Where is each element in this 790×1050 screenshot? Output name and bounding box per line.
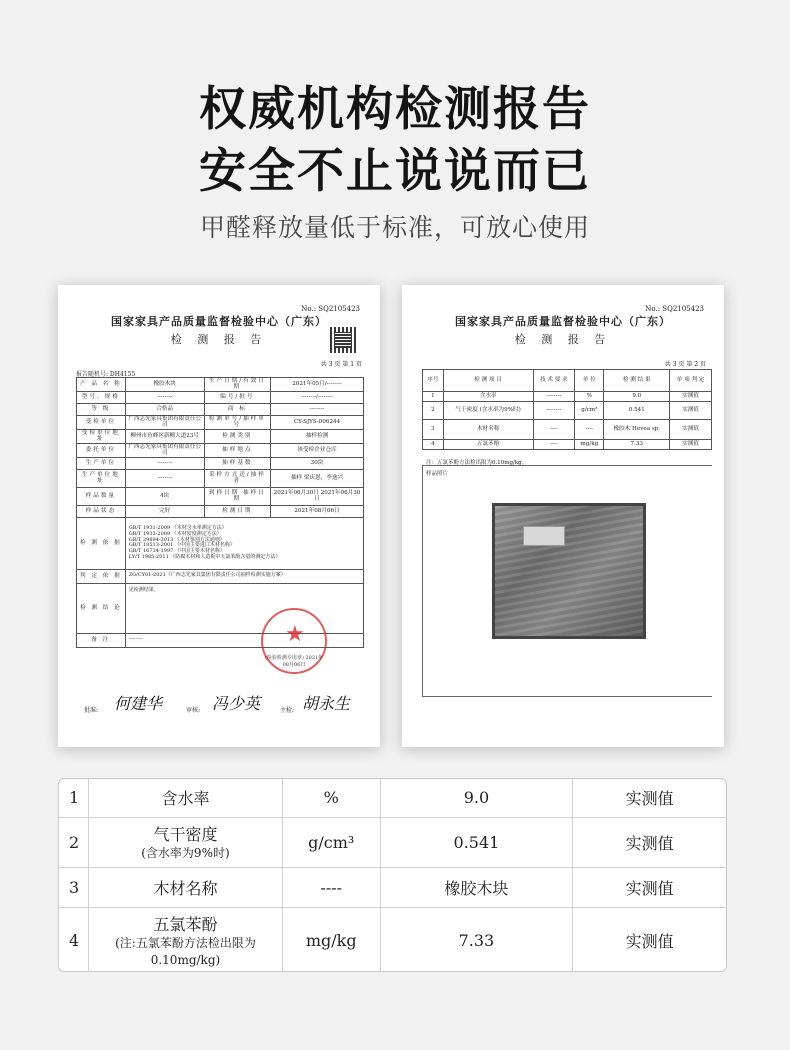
item-name: 木材名称: [153, 878, 218, 898]
basis-row: [77, 517, 364, 569]
result-row: [59, 779, 726, 817]
info-value: --------: [125, 457, 204, 469]
info-value: 抽样检测: [271, 429, 364, 443]
item-note: (注:五氯苯酚方法检出限为0.10mg/kg): [115, 935, 256, 967]
report-org: 国家家具产品质量监督检验中心（广东）: [455, 315, 671, 328]
seal-star-icon: ★: [285, 622, 305, 647]
info-value: 广西志光家具集团有限责任公司: [125, 415, 204, 429]
result-cell: --------: [533, 392, 575, 402]
result-cell: ----: [533, 420, 575, 440]
result-cell: 实测值: [670, 392, 712, 402]
result-row: [423, 420, 712, 440]
item-cell: [89, 817, 283, 867]
result-cell: ----: [575, 420, 604, 440]
info-label: 受检单位地址: [77, 429, 126, 443]
info-label: 产 品 名 称: [77, 378, 126, 392]
unit-cell: %: [282, 779, 380, 817]
column-header: 检 测 结 果: [604, 370, 670, 392]
basis-item: GB/T 1931-2009 《木材含水率测定方法》: [128, 525, 227, 532]
info-row: [77, 469, 364, 487]
info-value: 广西志光家具集团有限责任公司: [125, 443, 204, 457]
info-label: 生产单位地址: [77, 469, 126, 487]
unit-cell: ----: [282, 867, 380, 907]
result-cell: 五氯苯酚: [443, 440, 533, 450]
judgement-cell: 实测值: [573, 817, 726, 867]
info-label: 检测日期: [204, 505, 270, 517]
approve-signature: 何建华: [114, 694, 163, 713]
seal-text: (检验检测专用章) 2021年08月06日: [264, 655, 324, 668]
basis-item: GB/T 18513-2001 《中国主要进口木材名称》: [128, 542, 235, 549]
basis-item: GB/T 16734-1997 《中国主要木材名称》: [128, 548, 225, 555]
info-value: CY-SJYS-006244: [271, 415, 364, 429]
report-page-1: [58, 285, 380, 747]
column-header: 检 测 项 目: [443, 370, 533, 392]
info-label: 编号/批号: [204, 391, 270, 403]
report-title: 检 测 报 告: [514, 333, 612, 346]
info-value: 完好: [125, 505, 204, 517]
info-value: 抽样 梁庆恩，李逸兴: [271, 469, 364, 487]
row-number: 3: [59, 867, 89, 907]
qr-code: [330, 327, 356, 353]
basis-label: 检 测 依 据: [77, 517, 126, 569]
conclusion-label: 检 测 结 论: [77, 583, 126, 633]
judgement-cell: 实测值: [573, 779, 726, 817]
judgement-cell: 实测值: [573, 867, 726, 907]
conclusion-value: 见检测结果。: [125, 583, 363, 633]
result-cell: g/cm³: [575, 402, 604, 420]
value-cell: 9.0: [380, 779, 573, 817]
result-cell: 气干密度 (含水率为9%时): [443, 402, 533, 420]
info-value: 合格品: [125, 403, 204, 415]
info-label: 商 标: [204, 403, 270, 415]
page-indicator: 共 3 页 第 2 页: [664, 361, 706, 368]
unit-cell: g/cm³: [282, 817, 380, 867]
info-value: 2021年05月/--------: [271, 378, 364, 392]
unit-cell: mg/kg: [282, 907, 380, 972]
headline-1: 权威机构检测报告: [199, 82, 591, 137]
info-label: 到样日期 抽样日期: [204, 487, 270, 505]
info-value: 2021年06月30日 2021年06月30日: [271, 487, 364, 505]
info-value: 柳州市鱼峰区新柳大道23号: [125, 429, 204, 443]
header-row: [423, 370, 712, 392]
info-value: 橡胶木块: [125, 378, 204, 392]
judge-row: [77, 569, 364, 583]
result-cell: 实测值: [670, 420, 712, 440]
info-label: 型号、规格: [77, 391, 126, 403]
judgement-cell: 实测值: [573, 907, 726, 972]
results-table-small: [422, 369, 712, 450]
value-cell: 0.541: [380, 817, 573, 867]
info-value: 4块: [125, 487, 204, 505]
row-number: 2: [59, 817, 89, 867]
info-row: [77, 429, 364, 443]
subtitle: 甲醛释放量低于标准，可放心使用: [199, 213, 590, 242]
item-name: 气干密度: [153, 825, 218, 845]
info-value: --------: [271, 403, 364, 415]
column-header: 单 项 判 定: [670, 370, 712, 392]
info-row: [77, 487, 364, 505]
basis-item: GB/T 1933-2009 《木材密度测定方法》: [128, 530, 222, 537]
info-value: 2021年08月06日: [271, 505, 364, 517]
result-cell: 实测值: [670, 402, 712, 420]
review-signature: 冯少英: [212, 694, 261, 713]
value-cell: 7.33: [380, 907, 573, 972]
result-cell: 3: [423, 420, 444, 440]
random-number: 报告随机号: DH4155: [76, 371, 136, 378]
result-cell: 2: [423, 402, 444, 420]
result-cell: 0.541: [604, 402, 670, 420]
info-value: 该受检企业仓库: [271, 443, 364, 457]
info-label: 受检单位: [77, 415, 126, 429]
info-label: 检测类别: [204, 429, 270, 443]
result-row: [423, 402, 712, 420]
info-label: 样品状态: [77, 505, 126, 517]
result-cell: 含水率: [443, 392, 533, 402]
row-number: 1: [59, 779, 89, 817]
row-number: 4: [59, 907, 89, 972]
page-indicator: 共 3 页 第 1 页: [320, 361, 362, 368]
info-label: 委托单位: [77, 443, 126, 457]
info-row: [77, 505, 364, 517]
basis-list: [125, 517, 363, 569]
item-cell: [89, 779, 283, 817]
basis-item: GB/T 29894-2013 《木材鉴别方法通则》: [128, 536, 225, 543]
result-cell: 实测值: [670, 440, 712, 450]
item-name: 五氯苯酚: [153, 914, 218, 934]
result-cell: ----: [533, 440, 575, 450]
info-label: 检测单号/抽样单号: [204, 415, 270, 429]
detection-note: 注：五氯苯酚方法检出限为0.10mg/kg。: [426, 460, 528, 466]
info-label: 生产日期/有效日期: [204, 378, 270, 392]
info-label: 采样方式送/抽样者: [204, 469, 270, 487]
result-row: [423, 392, 712, 402]
info-label: 生产单位: [77, 457, 126, 469]
result-cell: 1: [423, 392, 444, 402]
item-note: (含水率为9%时): [141, 846, 230, 861]
info-label: 抽样地点: [204, 443, 270, 457]
report-number: No.: SQ2105423: [645, 305, 704, 313]
info-row: [77, 403, 364, 415]
result-cell: 7.33: [604, 440, 670, 450]
item-cell: [89, 907, 283, 972]
remark-value: --------: [125, 633, 363, 647]
result-cell: --------: [533, 402, 575, 420]
chief-signature: 胡永生: [302, 694, 351, 713]
report-title: 检 测 报 告: [170, 333, 268, 346]
result-cell: %: [575, 392, 604, 402]
column-header: 序号: [423, 370, 444, 392]
result-cell: 9.0: [604, 392, 670, 402]
info-row: [77, 391, 364, 403]
official-seal: [261, 608, 327, 674]
item-name: 含水率: [161, 789, 210, 809]
headline-2: 安全不止说说而已: [199, 144, 591, 199]
column-header: 技 术 要 求: [533, 370, 575, 392]
info-value: --------: [125, 391, 204, 403]
column-header: 单 位: [575, 370, 604, 392]
report-number: No.: SQ2105423: [301, 305, 360, 313]
basis-item: LY/T 1985-2011 《防腐木材和人造板中五氯苯酚含量的测定方法》: [128, 553, 281, 560]
info-row: [77, 443, 364, 457]
info-label: 抽样基数: [204, 457, 270, 469]
judge-label: 判 定 依 据: [77, 569, 126, 583]
result-row: [59, 907, 726, 972]
result-row: [59, 867, 726, 907]
report-page-2: [402, 285, 724, 747]
result-row: [423, 440, 712, 450]
report-org: 国家家具产品质量监督检验中心（广东）: [111, 315, 327, 328]
info-row: [77, 378, 364, 392]
approve-label: 批准:: [84, 707, 99, 714]
photo-label: 样品照片: [426, 471, 449, 477]
info-value: --------/--------: [271, 391, 364, 403]
judge-value: ZG/CY01-2021《广西志光家具集团有限责任公司抽样检测实施方案》: [125, 569, 363, 583]
review-label: 审核:: [186, 707, 201, 714]
result-row: [59, 817, 726, 867]
result-cell: mg/kg: [575, 440, 604, 450]
result-cell: 4: [423, 440, 444, 450]
sample-photo: [492, 503, 646, 639]
sample-tag: [523, 526, 565, 546]
info-table: [76, 377, 364, 648]
info-row: [77, 457, 364, 469]
info-value: 30块: [271, 457, 364, 469]
item-cell: [89, 867, 283, 907]
chief-label: 主检:: [280, 707, 295, 714]
result-cell: 橡胶木 Hevea sp.: [604, 420, 670, 440]
info-label: 等 级: [77, 403, 126, 415]
info-label: 样品数量: [77, 487, 126, 505]
remark-label: 备 注: [77, 633, 126, 647]
results-table: [58, 778, 727, 972]
result-cell: 木材名称: [443, 420, 533, 440]
value-cell: 橡胶木块: [380, 867, 573, 907]
info-row: [77, 415, 364, 429]
info-value: --------: [125, 469, 204, 487]
